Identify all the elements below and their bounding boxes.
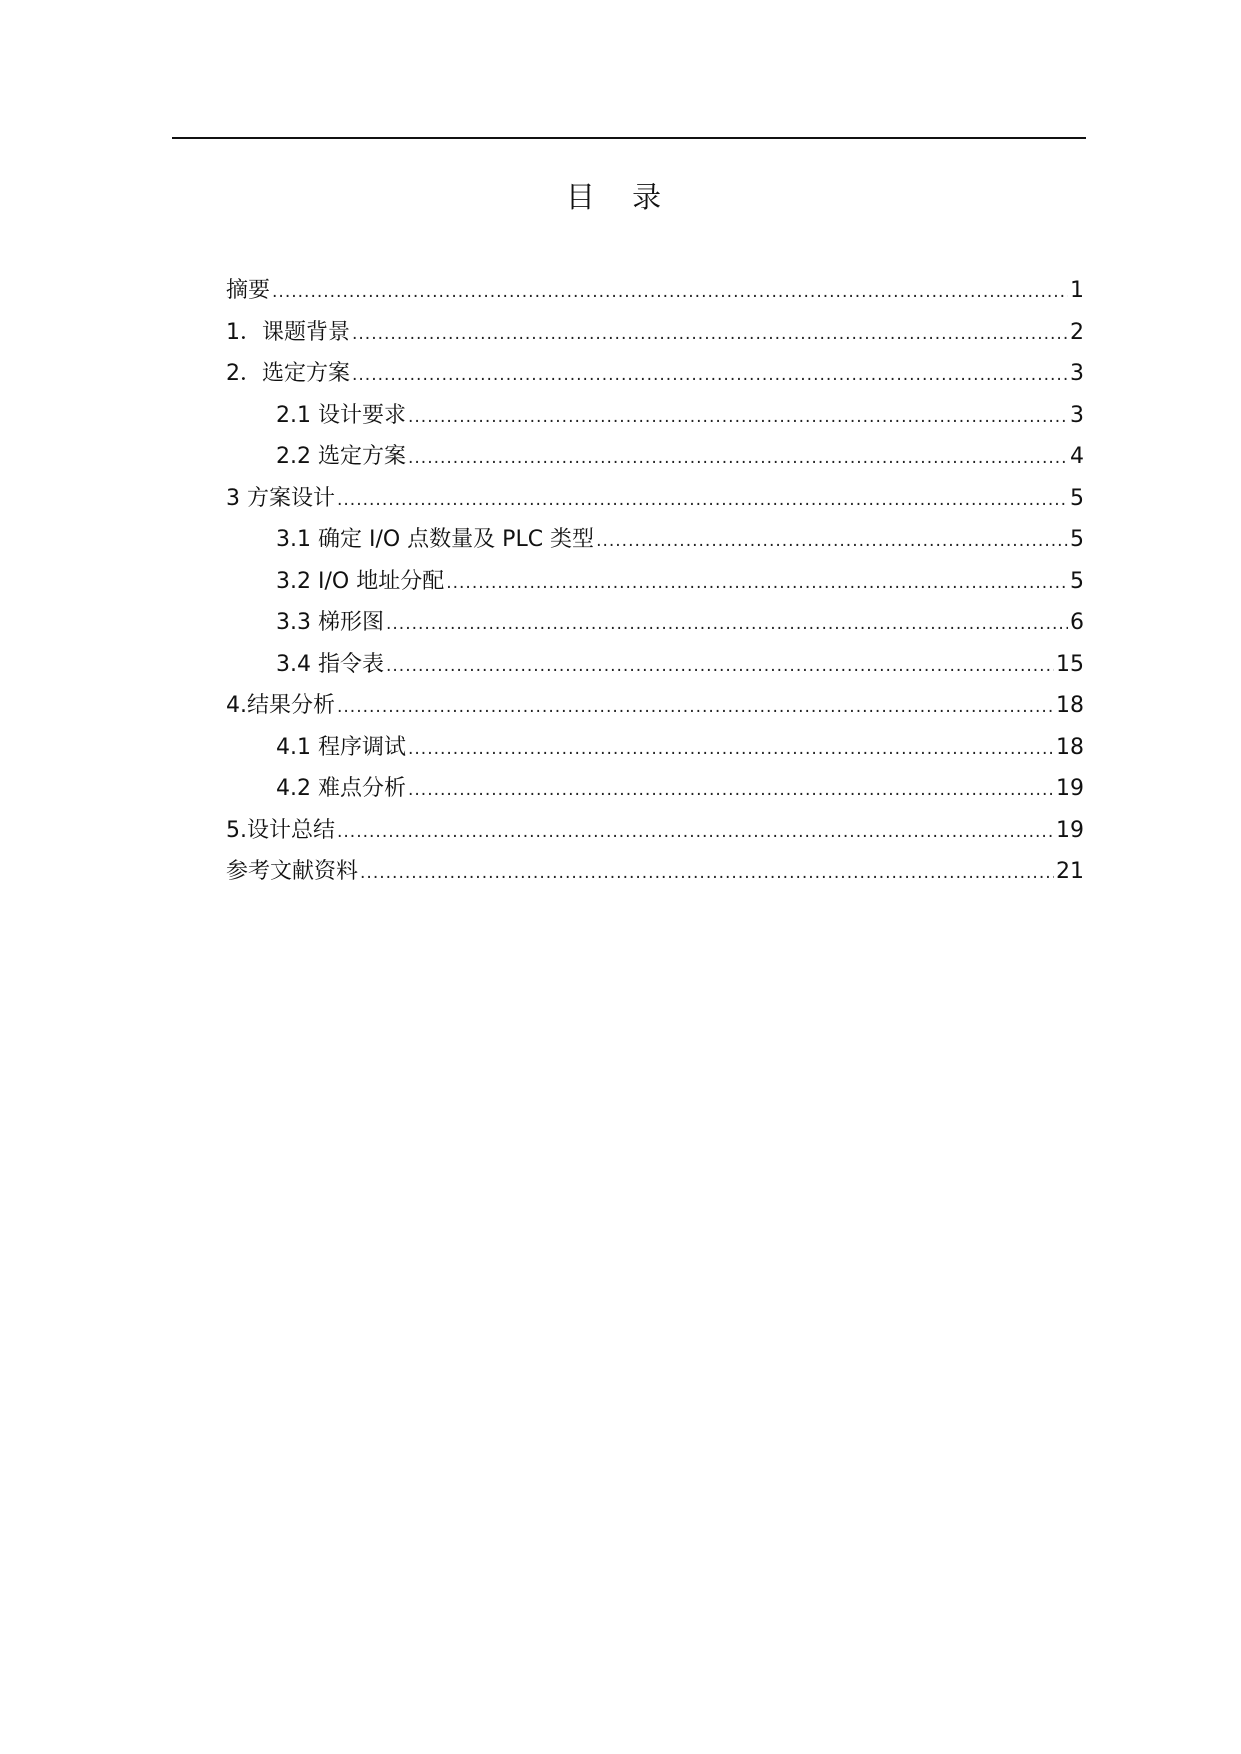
- toc-entry-label: 2．选定方案: [226, 361, 350, 386]
- dot-leader: [272, 272, 1068, 314]
- toc-entry[interactable]: [226, 270, 1084, 312]
- toc-entry[interactable]: [226, 727, 1084, 769]
- toc-entry-label: 4.2 难点分析: [276, 776, 406, 801]
- toc-entry-label: 3.2 I/O 地址分配: [276, 568, 445, 594]
- dot-leader: [408, 438, 1068, 480]
- toc-entry-page: 15: [1056, 651, 1084, 677]
- toc-entry-label: 2.2 选定方案: [276, 444, 406, 469]
- toc-entry-label: 3.3 梯形图: [276, 610, 384, 635]
- toc-entry[interactable]: [226, 644, 1084, 686]
- dot-leader: [408, 729, 1054, 771]
- toc-entry-page: 4: [1070, 444, 1084, 469]
- toc-entry-label: 4.1 程序调试: [276, 734, 406, 760]
- toc-entry-label: 摘要: [226, 278, 271, 303]
- dot-leader: [408, 397, 1068, 439]
- dot-leader: [386, 604, 1068, 646]
- toc-entry[interactable]: [226, 685, 1084, 727]
- toc-entry-label: 3.1 确定 I/O 点数量及 PLC 类型: [276, 527, 595, 552]
- toc-entry-page: 19: [1056, 776, 1084, 801]
- toc-entry[interactable]: [226, 395, 1084, 437]
- toc-entry-page: 21: [1056, 859, 1084, 884]
- toc-entry[interactable]: [226, 851, 1084, 893]
- toc-entry[interactable]: [226, 602, 1084, 644]
- header-rule: [172, 137, 1086, 139]
- toc-entry[interactable]: [226, 312, 1084, 354]
- toc-entry[interactable]: [226, 353, 1084, 395]
- toc-entry[interactable]: [226, 478, 1084, 520]
- toc-entry-page: 5: [1070, 485, 1084, 511]
- toc-entry-page: 19: [1056, 817, 1084, 843]
- toc-entry-page: 3: [1070, 361, 1084, 386]
- dot-leader: [352, 355, 1068, 397]
- toc-entry-page: 18: [1056, 693, 1084, 718]
- dot-leader: [446, 563, 1068, 605]
- dot-leader: [596, 521, 1068, 563]
- toc-entry-label: 4.结果分析: [226, 693, 335, 718]
- toc-entry[interactable]: [226, 519, 1084, 561]
- toc-entry[interactable]: [226, 768, 1084, 810]
- toc-entry-label: 参考文献资料: [226, 859, 359, 884]
- dot-leader: [386, 646, 1054, 688]
- toc-entry-page: 6: [1070, 610, 1084, 635]
- toc-entry-page: 18: [1056, 734, 1084, 760]
- toc-entry[interactable]: [226, 810, 1084, 852]
- dot-leader: [337, 480, 1068, 522]
- dot-leader: [360, 853, 1054, 895]
- toc-entry-label: 5.设计总结: [226, 817, 335, 843]
- toc-list: [226, 270, 1084, 893]
- dot-leader: [337, 812, 1054, 854]
- toc-entry-label: 1．课题背景: [226, 319, 350, 345]
- toc-entry-page: 5: [1070, 568, 1084, 594]
- dot-leader: [352, 314, 1068, 356]
- toc-entry-label: 2.1 设计要求: [276, 402, 406, 428]
- dot-leader: [408, 770, 1054, 812]
- toc-entry-label: 3.4 指令表: [276, 651, 384, 677]
- toc-entry-page: 3: [1070, 402, 1084, 428]
- toc-entry-page: 5: [1070, 527, 1084, 552]
- toc-entry-label: 3 方案设计: [226, 485, 335, 511]
- toc-entry[interactable]: [226, 561, 1084, 603]
- dot-leader: [337, 687, 1054, 729]
- toc-title: 目 录: [565, 180, 676, 214]
- toc-entry-page: 2: [1070, 319, 1084, 345]
- toc-entry-page: 1: [1070, 278, 1084, 303]
- toc-entry[interactable]: [226, 436, 1084, 478]
